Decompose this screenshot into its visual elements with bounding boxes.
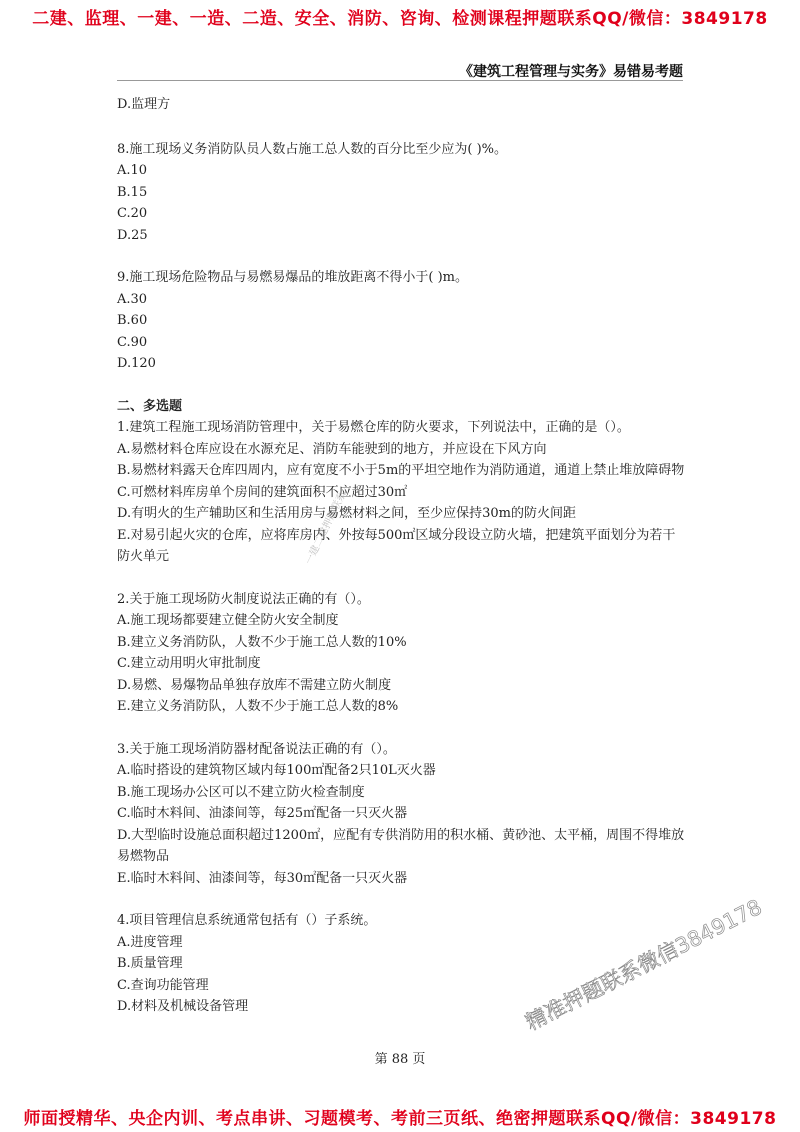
question-9-option: C.90 bbox=[117, 334, 148, 350]
top-banner: 二建、监理、一建、一造、二造、安全、消防、咨询、检测课程押题联系QQ/微信：3849178 bbox=[32, 9, 768, 29]
question-9-option: B.60 bbox=[117, 313, 148, 328]
multi-question-1-stem: 1.建筑工程施工现场消防管理中，关于易燃仓库的防火要求，下列说法中，正确的是（）。 bbox=[117, 420, 630, 435]
multi-question-4-option: A.进度管理 bbox=[117, 934, 183, 950]
document-body bbox=[117, 94, 687, 1018]
multi-question-1-option: E.对易引起火灾的仓库，应将库房内、外按每500㎡区域分段设立防火墙，把建筑平面划分为若干防火单元 bbox=[117, 527, 676, 564]
question-9-option: D.120 bbox=[117, 356, 156, 371]
multi-question-2-option: A.施工现场都要建立健全防火安全制度 bbox=[117, 613, 339, 628]
prev-question-option-d: D.监理方 bbox=[117, 97, 171, 112]
multi-question-2-option: D.易燃、易爆物品单独存放库不需建立防火制度 bbox=[117, 677, 392, 693]
multi-question-3-option: D.大型临时设施总面积超过1200㎡，应配有专供消防用的积水桶、黄砂池、太平桶，周围不得堆放易燃物品 bbox=[117, 827, 685, 864]
multi-question-4-option: B.质量管理 bbox=[117, 956, 183, 971]
question-8-option: A.10 bbox=[117, 163, 148, 178]
section-title-multiple-choice: 二、多选题 bbox=[117, 398, 183, 414]
question-8-option: C.20 bbox=[117, 206, 148, 221]
question-8-option: D.25 bbox=[117, 227, 148, 243]
multi-question-1-option: C.可燃材料库房单个房间的建筑面积不应超过30㎡ bbox=[117, 484, 408, 500]
question-8-option: B.15 bbox=[117, 184, 148, 200]
multi-question-4-option: C.查询功能管理 bbox=[117, 977, 209, 993]
multi-question-2-stem: 2.关于施工现场防火制度说法正确的有（）。 bbox=[117, 591, 370, 607]
header-rule bbox=[117, 80, 683, 81]
multi-question-3-option: A.临时搭设的建筑物区域内每100㎡配备2只10L灭火器 bbox=[117, 763, 436, 778]
multi-question-3-option: E.临时木料间、油漆间等，每30㎡配备一只灭火器 bbox=[117, 870, 408, 886]
diagonal-watermark-small: 一建二建押题联系 bbox=[303, 489, 349, 567]
multi-question-2-option: C.建立动用明火审批制度 bbox=[117, 656, 261, 671]
diagonal-watermark: 精准押题联系微信3849178 bbox=[521, 894, 766, 1035]
question-9-option: A.30 bbox=[117, 291, 148, 307]
multi-question-1-option: D.有明火的生产辅助区和生活用房与易燃材料之间，至少应保持30m的防火间距 bbox=[117, 506, 576, 521]
multi-question-3-stem: 3.关于施工现场消防器材配备说法正确的有（）。 bbox=[117, 741, 396, 757]
multi-question-4-option: D.材料及机械设备管理 bbox=[117, 999, 249, 1014]
header-title: 《建筑工程管理与实务》易错易考题 bbox=[459, 64, 683, 80]
multi-question-1-option: B.易燃材料露天仓库四周内，应有宽度不小于5m的平坦空地作为消防通道，通道上禁止堆放障碍物 bbox=[117, 463, 685, 478]
question-9-stem: 9.施工现场危险物品与易燃易爆品的堆放距离不得小于( )m。 bbox=[117, 270, 469, 285]
multi-question-3-option: B.施工现场办公区可以不建立防火检查制度 bbox=[117, 784, 365, 800]
multi-question-3-option: C.临时木料间、油漆间等，每25㎡配备一只灭火器 bbox=[117, 806, 408, 821]
multi-question-4-stem: 4.项目管理信息系统通常包括有（）子系统。 bbox=[117, 913, 377, 928]
bottom-banner: 师面授精华、央企内训、考点串讲、习题模考、考前三页纸、绝密押题联系QQ/微信：3849178 bbox=[23, 1109, 777, 1129]
multi-question-2-option: B.建立义务消防队，人数不少于施工总人数的10% bbox=[117, 634, 407, 650]
question-8-stem: 8.施工现场义务消防队员人数占施工总人数的百分比至少应为( )%。 bbox=[117, 141, 508, 157]
page-number: 第 88 页 bbox=[374, 1052, 426, 1067]
multi-question-1-option: A.易燃材料仓库应设在水源充足、消防车能驶到的地方，并应设在下风方向 bbox=[117, 441, 547, 457]
multi-question-2-option: E.建立义务消防队，人数不少于施工总人数的8% bbox=[117, 699, 399, 714]
